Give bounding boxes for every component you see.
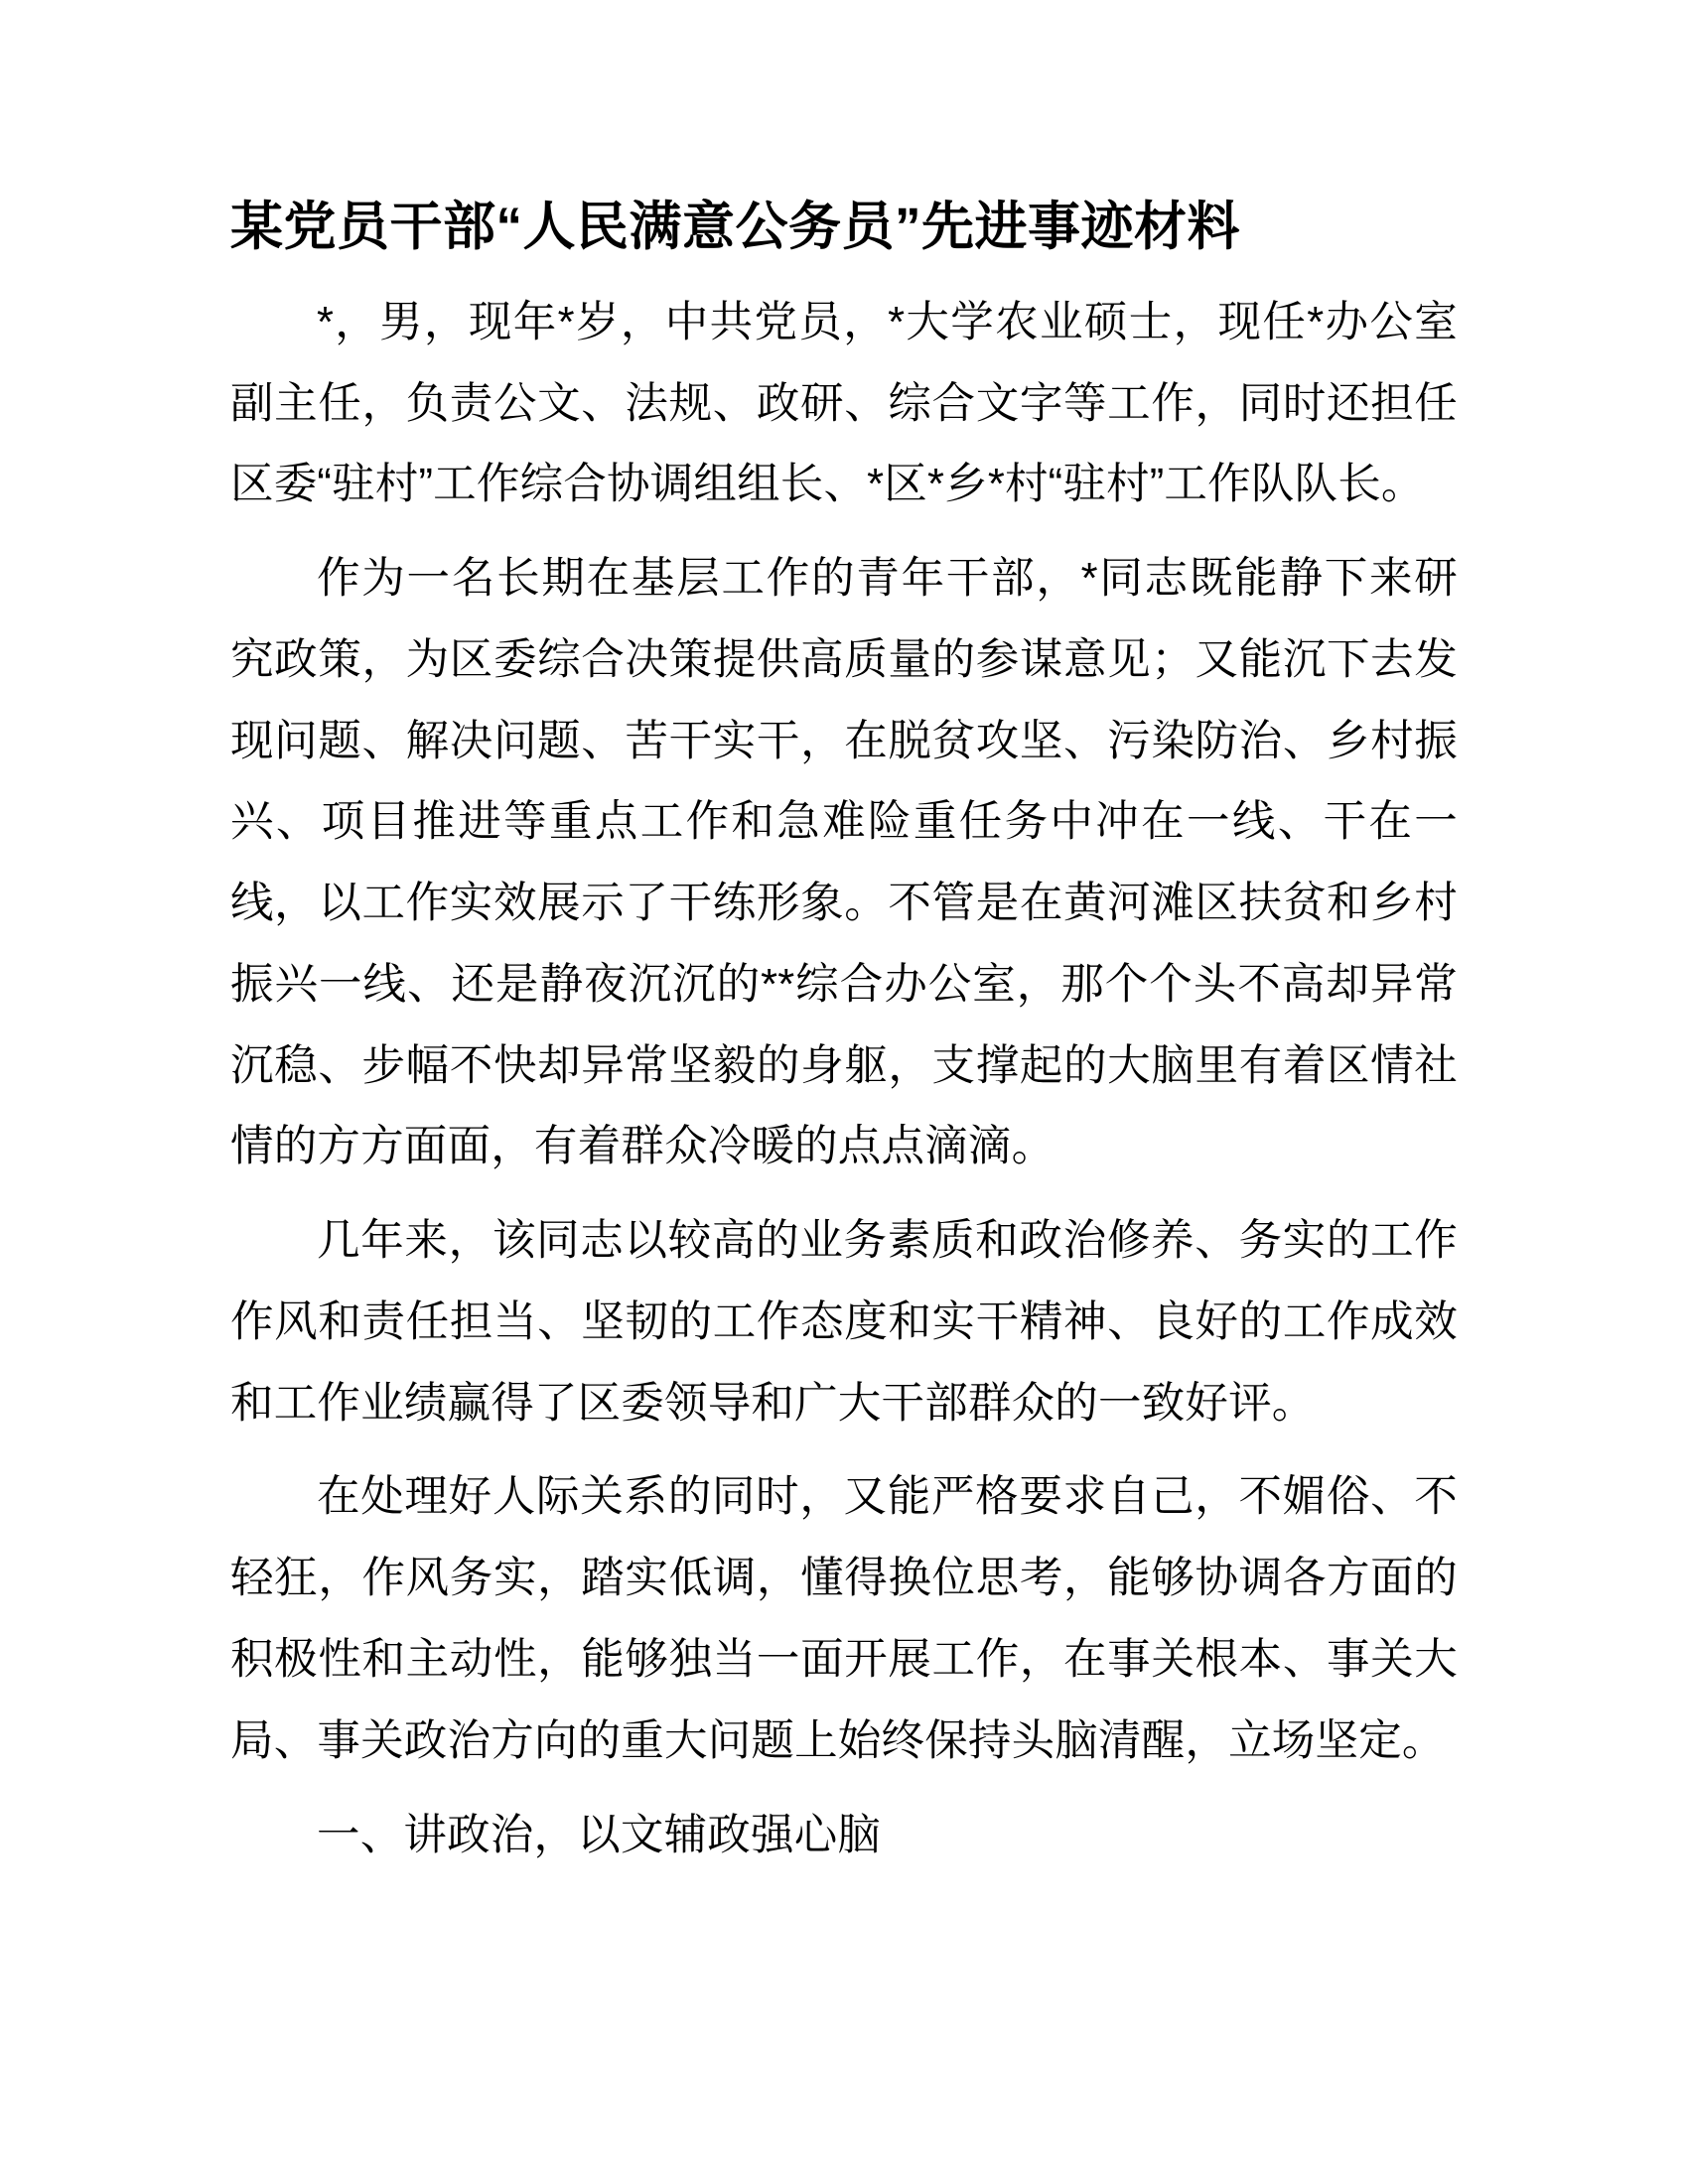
paragraph-2: 作为一名长期在基层工作的青年干部，*同志既能静下来研究政策，为区委综合决策提供高质量的参谋意见；又能沉下去发现问题、解决问题、苦干实干，在脱贫攻坚、污染防治、乡村振兴、项目推进等重点工作和急难险重任务中冲在一线、干在一线，以工作实效展示了干练形象。不管是在黄河滩区扶贫和乡村振兴一线、还是静夜沉沉的**综合办公室，那个个头不高却异常沉稳、步幅不快却异常坚毅的身躯，支撑起的大脑里有着区情社情的方方面面，有着群众冷暖的点点滴滴。 bbox=[230, 555, 1458, 1171]
paragraph-1: *，男，现年*岁，中共党员，*大学农业硕士，现任*办公室副主任，负责公文、法规、政研、综合文字等工作，同时还担任区委“驻村”工作综合协调组组长、*区*乡*村“驻村”工作队队长。 bbox=[230, 298, 1458, 509]
page-title: 某党员干部“人民满意公务员”先进事迹材料 bbox=[230, 198, 1240, 256]
paragraph-3: 几年来，该同志以较高的业务素质和政治修养、务实的工作作风和责任担当、坚韧的工作态度和实干精神、良好的工作成效和工作业绩赢得了区委领导和广大干部群众的一致好评。 bbox=[230, 1217, 1458, 1428]
paragraph-4: 在处理好人际关系的同时，又能严格要求自己，不媚俗、不轻狂，作风务实，踏实低调，懂得换位思考，能够协调各方面的积极性和主动性，能够独当一面开展工作，在事关根本、事关大局、事关政治方向的重大问题上始终保持头脑清醒，立场坚定。 bbox=[230, 1473, 1458, 1765]
section-heading-1: 一、讲政治，以文辅政强心脑 bbox=[317, 1811, 882, 1859]
